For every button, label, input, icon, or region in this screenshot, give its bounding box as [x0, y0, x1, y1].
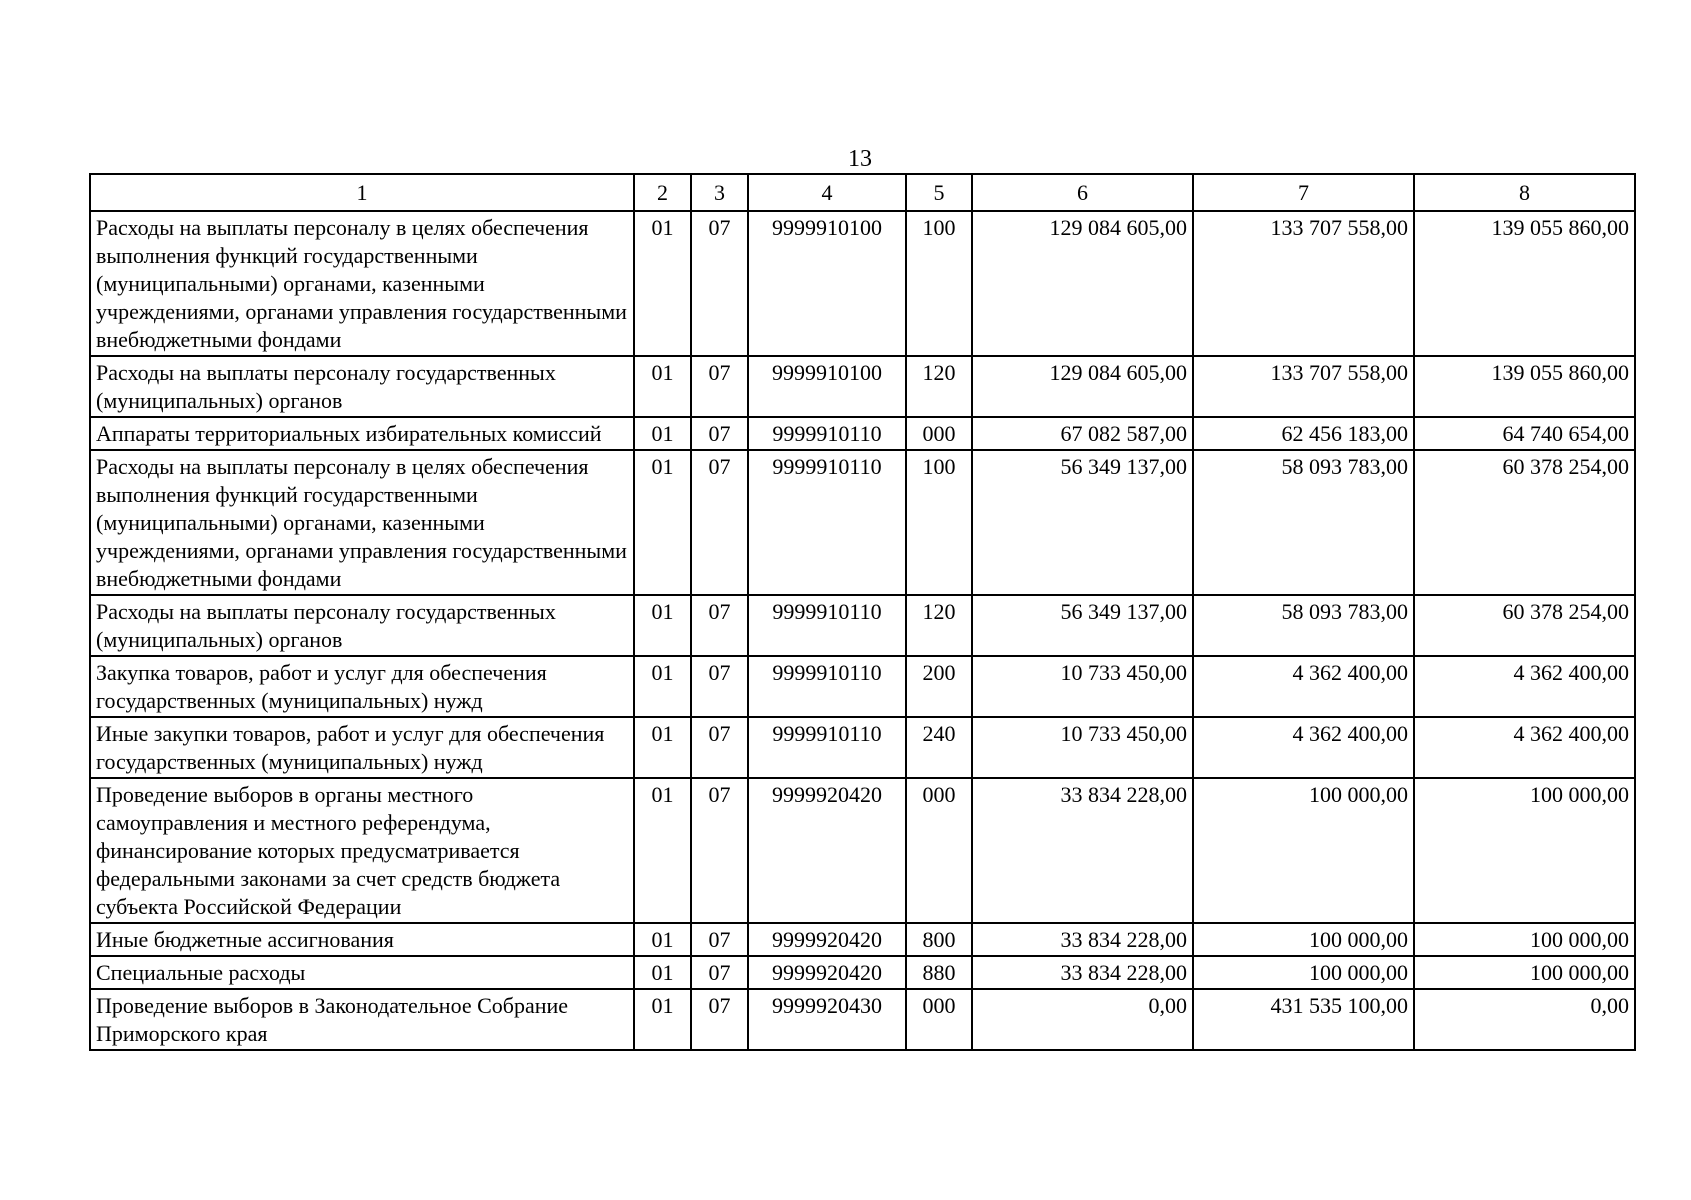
header-col-5: 5: [906, 174, 972, 211]
header-col-3: 3: [691, 174, 748, 211]
table-row: [90, 595, 1635, 656]
section-code: 01: [634, 956, 691, 989]
subsection-code: 07: [691, 211, 748, 356]
amount-col-6: 33 834 228,00: [972, 778, 1193, 923]
subsection-code: 07: [691, 417, 748, 450]
table-row: [90, 450, 1635, 595]
budget-table: [89, 173, 1636, 1051]
expense-name: Проведение выборов в Законодательное Собрание Приморского края: [90, 989, 634, 1050]
expense-name: Иные закупки товаров, работ и услуг для обеспечения государственных (муниципальных) нужд: [90, 717, 634, 778]
amount-col-6: 129 084 605,00: [972, 356, 1193, 417]
expense-name: Иные бюджетные ассигнования: [90, 923, 634, 956]
header-col-2: 2: [634, 174, 691, 211]
header-col-6: 6: [972, 174, 1193, 211]
amount-col-8: 64 740 654,00: [1414, 417, 1635, 450]
amount-col-7: 100 000,00: [1193, 956, 1414, 989]
table-row: [90, 211, 1635, 356]
amount-col-8: 60 378 254,00: [1414, 595, 1635, 656]
target-article-code: 9999920420: [748, 778, 906, 923]
amount-col-8: 4 362 400,00: [1414, 656, 1635, 717]
amount-col-6: 10 733 450,00: [972, 656, 1193, 717]
subsection-code: 07: [691, 778, 748, 923]
section-code: 01: [634, 211, 691, 356]
section-code: 01: [634, 989, 691, 1050]
amount-col-7: 133 707 558,00: [1193, 211, 1414, 356]
expense-name: Специальные расходы: [90, 956, 634, 989]
expense-type-code: 880: [906, 956, 972, 989]
section-code: 01: [634, 595, 691, 656]
subsection-code: 07: [691, 923, 748, 956]
expense-type-code: 120: [906, 356, 972, 417]
expense-type-code: 120: [906, 595, 972, 656]
amount-col-7: 58 093 783,00: [1193, 595, 1414, 656]
amount-col-7: 100 000,00: [1193, 923, 1414, 956]
expense-name: Расходы на выплаты персоналу государственных (муниципальных) органов: [90, 356, 634, 417]
target-article-code: 9999920420: [748, 923, 906, 956]
subsection-code: 07: [691, 595, 748, 656]
table-row: [90, 956, 1635, 989]
target-article-code: 9999910110: [748, 595, 906, 656]
amount-col-8: 4 362 400,00: [1414, 717, 1635, 778]
table-body: [90, 211, 1635, 1050]
section-code: 01: [634, 717, 691, 778]
expense-type-code: 100: [906, 211, 972, 356]
table-row: [90, 923, 1635, 956]
subsection-code: 07: [691, 717, 748, 778]
expense-type-code: 800: [906, 923, 972, 956]
section-code: 01: [634, 923, 691, 956]
expense-type-code: 000: [906, 417, 972, 450]
table-header: [90, 174, 1635, 211]
amount-col-6: 129 084 605,00: [972, 211, 1193, 356]
amount-col-6: 33 834 228,00: [972, 923, 1193, 956]
amount-col-7: 58 093 783,00: [1193, 450, 1414, 595]
amount-col-6: 67 082 587,00: [972, 417, 1193, 450]
table-row: [90, 989, 1635, 1050]
expense-type-code: 000: [906, 778, 972, 923]
expense-type-code: 200: [906, 656, 972, 717]
page-number: 13: [848, 146, 872, 172]
table-row: [90, 417, 1635, 450]
amount-col-8: 100 000,00: [1414, 923, 1635, 956]
amount-col-7: 431 535 100,00: [1193, 989, 1414, 1050]
target-article-code: 9999910100: [748, 356, 906, 417]
amount-col-7: 4 362 400,00: [1193, 717, 1414, 778]
subsection-code: 07: [691, 989, 748, 1050]
target-article-code: 9999920430: [748, 989, 906, 1050]
amount-col-6: 0,00: [972, 989, 1193, 1050]
table-row: [90, 656, 1635, 717]
target-article-code: 9999910100: [748, 211, 906, 356]
target-article-code: 9999910110: [748, 417, 906, 450]
section-code: 01: [634, 778, 691, 923]
subsection-code: 07: [691, 356, 748, 417]
table-row: [90, 717, 1635, 778]
table-row: [90, 778, 1635, 923]
target-article-code: 9999920420: [748, 956, 906, 989]
subsection-code: 07: [691, 450, 748, 595]
amount-col-6: 56 349 137,00: [972, 595, 1193, 656]
section-code: 01: [634, 656, 691, 717]
subsection-code: 07: [691, 656, 748, 717]
header-col-8: 8: [1414, 174, 1635, 211]
expense-type-code: 100: [906, 450, 972, 595]
amount-col-8: 0,00: [1414, 989, 1635, 1050]
section-code: 01: [634, 450, 691, 595]
target-article-code: 9999910110: [748, 656, 906, 717]
expense-name: Расходы на выплаты персоналу в целях обеспечения выполнения функций государственными (муниципальными) органами, казенными учреждениями, органами управления государственными внебюджетными фондами: [90, 211, 634, 356]
section-code: 01: [634, 417, 691, 450]
subsection-code: 07: [691, 956, 748, 989]
amount-col-6: 56 349 137,00: [972, 450, 1193, 595]
expense-name: Расходы на выплаты персоналу в целях обеспечения выполнения функций государственными (муниципальными) органами, казенными учреждениями, органами управления государственными внебюджетными фондами: [90, 450, 634, 595]
table-row: [90, 356, 1635, 417]
amount-col-6: 10 733 450,00: [972, 717, 1193, 778]
amount-col-8: 100 000,00: [1414, 778, 1635, 923]
target-article-code: 9999910110: [748, 717, 906, 778]
amount-col-7: 133 707 558,00: [1193, 356, 1414, 417]
amount-col-7: 100 000,00: [1193, 778, 1414, 923]
header-col-7: 7: [1193, 174, 1414, 211]
expense-type-code: 240: [906, 717, 972, 778]
target-article-code: 9999910110: [748, 450, 906, 595]
header-col-1: 1: [90, 174, 634, 211]
amount-col-6: 33 834 228,00: [972, 956, 1193, 989]
amount-col-8: 60 378 254,00: [1414, 450, 1635, 595]
amount-col-8: 139 055 860,00: [1414, 211, 1635, 356]
amount-col-7: 62 456 183,00: [1193, 417, 1414, 450]
amount-col-8: 100 000,00: [1414, 956, 1635, 989]
expense-type-code: 000: [906, 989, 972, 1050]
expense-name: Расходы на выплаты персоналу государственных (муниципальных) органов: [90, 595, 634, 656]
header-col-4: 4: [748, 174, 906, 211]
section-code: 01: [634, 356, 691, 417]
amount-col-8: 139 055 860,00: [1414, 356, 1635, 417]
amount-col-7: 4 362 400,00: [1193, 656, 1414, 717]
header-row: [90, 174, 1635, 211]
expense-name: Закупка товаров, работ и услуг для обеспечения государственных (муниципальных) нужд: [90, 656, 634, 717]
expense-name: Аппараты территориальных избирательных комиссий: [90, 417, 634, 450]
expense-name: Проведение выборов в органы местного самоуправления и местного референдума, финансирование которых предусматривается федеральными законами за счет средств бюджета субъекта Российской Федерации: [90, 778, 634, 923]
